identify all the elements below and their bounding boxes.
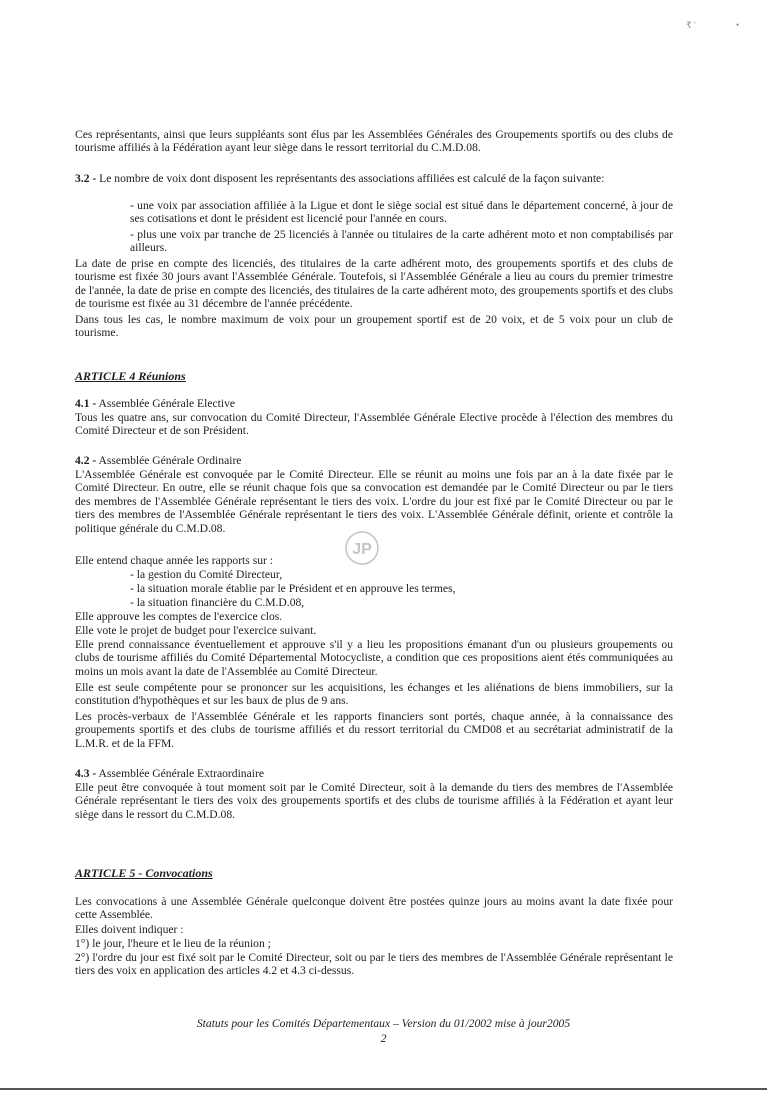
article-5-heading (75, 866, 213, 881)
page-number: 2 (380, 1032, 387, 1045)
section-3-2-paragraph (75, 172, 673, 185)
section-4-3-title-text: Assemblée Générale Extraordinaire (96, 767, 264, 780)
line-propositions: Elle prend connaissance éventuellement et approuve s'il y a lieu les propositions émanant d'un ou plusieurs groupements ou clubs de tourisme affiliés du Comité Départemental Motocycliste, a condition que ces propositions aient étés communiquées au moins un mois avant la date de l'Assemblée au Comité Directeur. (75, 638, 673, 678)
section-4-1-title-text: Assemblée Générale Elective (96, 397, 236, 410)
article-5-subtitle: Convocations (142, 866, 213, 880)
article-5-item-1: 1°) le jour, l'heure et le lieu de la réunion ; (75, 937, 271, 950)
article-4-subtitle: Réunions (135, 369, 186, 383)
corner-mark-right: • (736, 20, 740, 30)
section-4-3-text: Elle peut être convoquée à tout moment soit par le Comité Directeur, soit à la demande du tiers des membres de l'Assemblée Générale représentant le tiers des voix des groupements sportifs et des clubs de tourisme affiliés à la Fédération et ayant leur siège dans le ressort du C.M.D.08. (75, 781, 673, 821)
reports-intro: Elle entend chaque année les rapports sur : (75, 554, 273, 567)
line-competence: Elle est seule compétente pour se prononcer sur les acquisitions, les échanges et les aliénations de biens immobiliers, sur la constitution d'hypothèques et sur les baux de plus de 9 ans. (75, 681, 673, 708)
section-4-3-number: 4.3 - (75, 767, 97, 780)
line-vote-budget: Elle vote le projet de budget pour l'exercice suivant. (75, 624, 317, 637)
section-4-2-text: L'Assemblée Générale est convoquée par le Comité Directeur. Elle se réunit au moins une fois par an à la date fixée par le Comité Directeur. En outre, elle se réunit chaque fois que sa convocation est demandée par le Comité Directeur ou par le tiers des membres de l'Assemblée Générale représentant le tiers des voix. L'ordre du jour est fixé par le Comité Directeur ou par le tiers des membres de l'Assemblée Générale représentant le tiers des voix. L'Assemblée Générale définit, oriente et contrôle la politique générale du C.M.D.08. (75, 468, 673, 535)
page-footer: Statuts pour les Comités Départementaux – Version du 01/2002 mise à jour2005 (196, 1017, 571, 1030)
bottom-edge-line (0, 1088, 767, 1090)
section-4-2-title (75, 454, 673, 467)
section-4-1-number: 4.1 - (75, 397, 97, 410)
corner-mark-left: ₹ ʹ (686, 20, 696, 30)
section-4-1-text: Tous les quatre ans, sur convocation du Comité Directeur, l'Assemblée Générale Elective procède à l'élection des membres du Comité Directeur et de son Président. (75, 411, 673, 438)
section-3-2-para-2: Dans tous les cas, le nombre maximum de voix pour un groupement sportif est de 20 voix, et de 5 voix pour un club de tourisme. (75, 313, 673, 340)
line-approve-accounts: Elle approuve les comptes de l'exercice clos. (75, 610, 283, 623)
section-4-2-number: 4.2 - (75, 454, 97, 467)
section-4-1-title (75, 397, 673, 410)
intro-paragraph: Ces représentants, ainsi que leurs suppléants sont élus par les Assemblées Générales des Groupements sportifs ou des clubs de tourisme affiliés à la Fédération ayant leur siège dans le ressort territorial du C.M.D.08. (75, 128, 673, 155)
report-item-2: - la situation morale établie par le Président et en approuve les termes, (130, 582, 456, 595)
report-item-1: - la gestion du Comité Directeur, (130, 568, 283, 581)
section-3-2-number: 3.2 - (75, 172, 97, 185)
article-5-item-2: 2°) l'ordre du jour est fixé soit par le Comité Directeur, soit ou par le tiers des membres de l'Assemblée Générale représentant le tiers des voix en application des articles 4.2 et 4.3 ci-dessus. (75, 951, 673, 978)
stamp-text: JP (352, 541, 372, 558)
article-5-text-1: Les convocations à une Assemblée Générale quelconque doivent être postées quinze jours au moins avant la date fixée pour cette Assemblée. (75, 895, 673, 922)
section-4-2-title-text: Assemblée Générale Ordinaire (96, 454, 242, 467)
section-3-2-para-1: La date de prise en compte des licenciés, des titulaires de la carte adhérent moto, des groupements sportifs et des clubs de tourisme est fixée 30 jours avant l'Assemblée Générale. Toutefois, si l'Assemblée Générale a lieu au cours du premier trimestre de l'année, la date de prise en compte des licenciés, des titulaires de la carte adhérent moto, des groupements sportifs et des clubs de tourisme est fixée au 31 décembre de l'année précédente. (75, 257, 673, 311)
article-5-text-2: Elles doivent indiquer : (75, 923, 184, 936)
section-3-2-item-2: - plus une voix par tranche de 25 licenciés à l'année ou titulaires de la carte adhérent moto et non comptabilisés par ailleurs. (130, 228, 673, 255)
section-3-2-text: Le nombre de voix dont disposent les représentants des associations affiliées est calculé de la façon suivante: (96, 172, 605, 185)
article-5-label: ARTICLE 5 - (75, 866, 143, 880)
section-4-3-title (75, 767, 673, 780)
report-item-3: - la situation financière du C.M.D.08, (130, 596, 305, 609)
article-4-label: ARTICLE 4 (75, 369, 136, 383)
section-3-2-item-1: - une voix par association affiliée à la Ligue et dont le siège social est situé dans le département concerné, à jour de ses cotisations et dont le président est licencié pour l'année en cours. (130, 199, 673, 226)
article-4-heading (75, 369, 186, 384)
line-proces-verbaux: Les procès-verbaux de l'Assemblée Générale et les rapports financiers sont portés, chaque année, à la connaissance des groupements sportifs et des clubs de tourisme affiliés et du ressort territorial du CMD08 et au secrétariat administratif de la L.M.R. et de la FFM. (75, 710, 673, 750)
